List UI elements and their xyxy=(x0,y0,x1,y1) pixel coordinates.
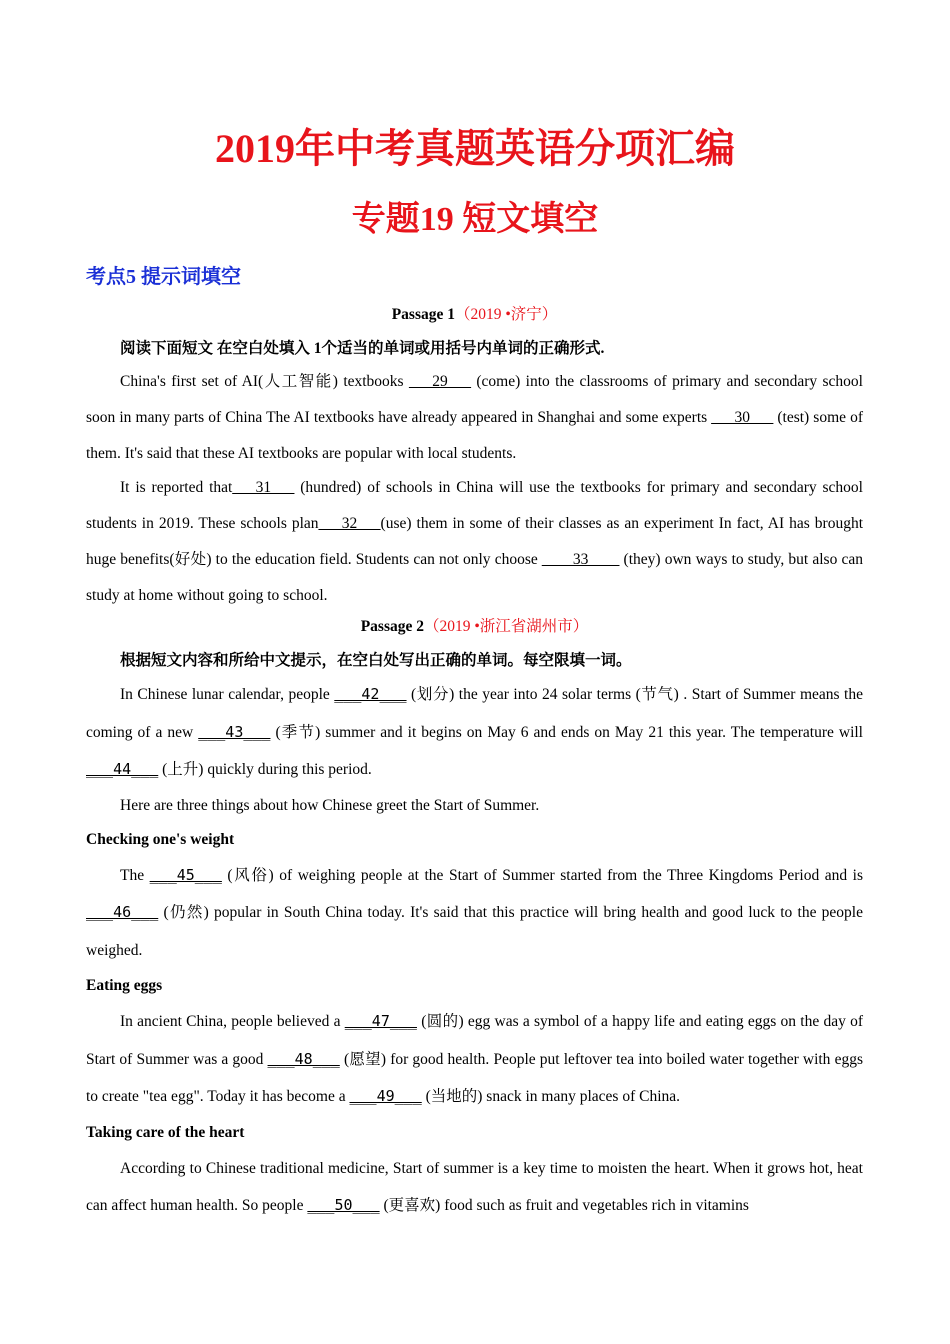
passage-2-paragraph-1: In Chinese lunar calendar, people ___42___ (划分) the year into 24 solar terms (节气) . Start of Summer means the coming of a new ___43___ (季节) summer and it begins on May 6 and ends on May 21 this year. The temperature will ___44___ (上升) quickly during this period. xyxy=(86,685,863,778)
passage-2-source: （2019 •浙江省湖州市） xyxy=(423,618,589,635)
passage-2-paragraph-2: Here are three things about how Chinese greet the Start of Summer. xyxy=(120,796,540,814)
page-title: 2019年中考真题英语分项汇编 xyxy=(215,126,735,171)
blank-44[interactable]: ___44___ xyxy=(86,760,159,778)
passage-2-instruction: 根据短文内容和所给中文提示，在空白处写出正确的单词。每空限填一词。 xyxy=(120,652,632,669)
passage-1-source: （2019 •济宁） xyxy=(454,306,558,323)
blank-32[interactable]: ___32___ xyxy=(318,515,381,532)
page-subtitle: 专题19 短文填空 xyxy=(351,201,599,238)
blank-33[interactable]: ____33____ xyxy=(541,551,620,568)
passage-2-paragraph-4: In ancient China, people believed a ___47___ (圆的) egg was a symbol of a happy life and eating eggs on the day of Start of Summer was a good ___48___ (愿望) for good health. People put leftover tea into boiled water together with eggs to create "tea egg". Today it has become a ___49___ (当地的) snack in many places of China. xyxy=(86,1012,863,1105)
subheading-weight: Checking one's weight xyxy=(86,830,235,848)
passage-2-paragraph-5: According to Chinese traditional medicine, Start of summer is a key time to moisten the heart. When it grows hot, heat can affect human health. So people ___50___ (更喜欢) food such as fruit and vegetables rich in vitamins xyxy=(86,1159,863,1214)
passage-1-label: Passage 1 xyxy=(391,306,455,323)
blank-43[interactable]: ___43___ xyxy=(198,722,271,741)
passage-2-label: Passage 2 xyxy=(360,618,424,635)
blank-48[interactable]: ___48___ xyxy=(267,1049,340,1068)
blank-45[interactable]: ___45___ xyxy=(149,865,222,884)
passage-1-paragraph-1: China's first set of AI(人工智能) textbooks ___29___ (come) into the classrooms of primary and secondary school soon in many parts of China The AI textbooks have already appeared in Shanghai and some experts ___30___ (test) some of them. It's said that these AI textbooks are popular with local students. xyxy=(86,373,863,462)
passage-2 xyxy=(86,612,863,1225)
blank-49[interactable]: ___49___ xyxy=(349,1087,422,1105)
passage-1-instruction: 阅读下面短文 在空白处填入 1个适当的单词或用括号内单词的正确形式. xyxy=(120,340,605,357)
passage-1-paragraph-2: It is reported that___31___ (hundred) of schools in China will use the textbooks for primary and secondary school students in 2019. These schools plan___32___(use) them in some of their classes as an experiment In fact, AI has brought huge benefits(好处) to the education field. Students can not only choose ____33____ (they) own ways to study, but also can study at home without going to school. xyxy=(86,479,864,604)
passage-2-heading xyxy=(86,612,863,642)
subheading-heart: Taking care of the heart xyxy=(86,1123,245,1141)
subheading-eggs: Eating eggs xyxy=(86,977,163,994)
passage-1 xyxy=(86,300,863,614)
section-heading: 考点5 提示词填空 xyxy=(86,266,241,288)
passage-1-heading xyxy=(86,300,863,330)
blank-42[interactable]: ___42___ xyxy=(334,685,407,703)
blank-46[interactable]: ___46___ xyxy=(86,903,159,921)
passage-2-paragraph-3: The ___45___ (风俗) of weighing people at the Start of Summer started from the Three Kingdoms Period and is ___46___ (仍然) popular in South China today. It's said that this practice will bring health and good luck to the people weighed. xyxy=(86,865,863,959)
blank-29[interactable]: ___29___ xyxy=(408,373,471,390)
blank-31[interactable]: ___31___ xyxy=(232,479,295,496)
blank-47[interactable]: ___47___ xyxy=(344,1012,417,1030)
blank-30[interactable]: ___30___ xyxy=(711,409,774,426)
blank-50[interactable]: ___50___ xyxy=(307,1196,380,1214)
